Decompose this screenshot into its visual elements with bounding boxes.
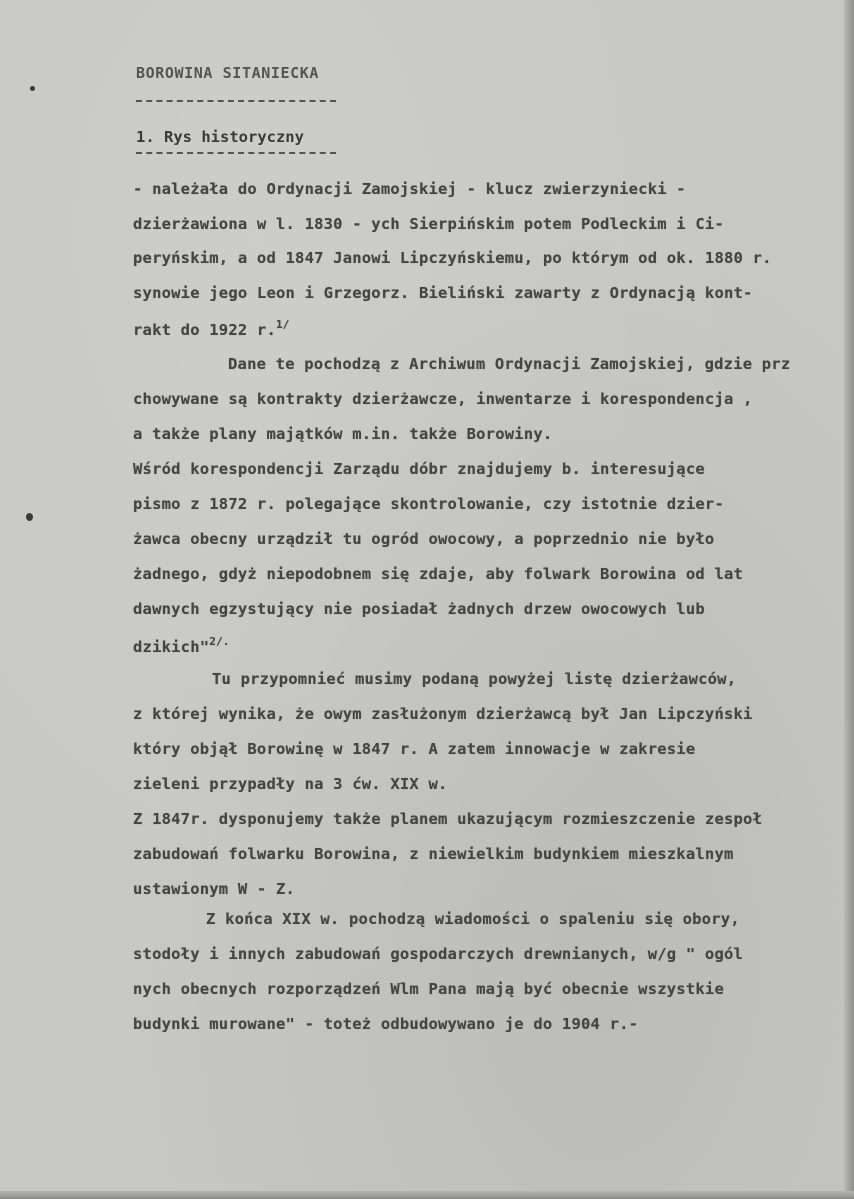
body-text: dzikich" — [133, 638, 210, 656]
body-line: pismo z 1872 r. polegające skontrolowanie, czy istotnie dzier- — [133, 495, 724, 513]
body-line: Tu przypomnieć musimy podaną powyżej listę dzierżawców, — [212, 670, 737, 688]
body-line: Z końca XIX w. pochodzą wiadomości o spaleniu się obory, — [206, 910, 740, 928]
footnote-marker: 2/. — [209, 635, 230, 648]
body-line: zabudowań folwarku Borowina, z niewielkim budynkiem mieszkalnym — [133, 845, 734, 863]
page-edge-right — [844, 0, 854, 1199]
page-edge-bottom — [0, 1191, 854, 1199]
body-line: z której wynika, że owym zasłużonym dzierżawcą był Jan Lipczyński — [133, 705, 753, 723]
body-line: stodoły i innych zabudowań gospodarczych drewnianych, w/g " ogól — [133, 945, 744, 963]
body-line: peryńskim, a od 1847 Janowi Lipczyńskiemu, po którym od ok. 1880 r. — [133, 249, 772, 267]
body-line: nych obecnych rozporządzeń Wlm Pana mają być obecnie wszystkie — [133, 980, 724, 998]
body-line: a także plany majątków m.in. także Borowiny. — [133, 425, 553, 443]
body-line: Dane te pochodzą z Archiwum Ordynacji Zamojskiej, gdzie prz — [228, 355, 791, 373]
body-line: zieleni przypadły na 3 ćw. XIX w. — [133, 775, 448, 793]
body-line: który objął Borowinę w 1847 r. A zatem innowacje w zakresie — [133, 740, 696, 758]
body-text: rakt do 1922 r. — [133, 321, 276, 339]
body-line-with-footnote — [133, 318, 290, 339]
heading-underline — [136, 152, 336, 154]
title-underline — [136, 100, 336, 102]
document-title: BOROWINA SITANIECKA — [136, 64, 319, 82]
body-line: budynki murowane" - toteż odbudowywano je do 1904 r.- — [133, 1015, 639, 1033]
punch-mark — [30, 86, 35, 91]
body-line-with-footnote — [133, 635, 230, 656]
body-line: żawca obecny urządził tu ogród owocowy, a poprzednio nie było — [133, 530, 715, 548]
footnote-marker: 1/ — [275, 318, 290, 331]
body-line: synowie jego Leon i Grzegorz. Bieliński zawarty z Ordynacją kont- — [133, 284, 753, 302]
body-line: dzierżawiona w l. 1830 - ych Sierpińskim potem Podleckim i Ci- — [133, 215, 724, 233]
body-line: - należała do Ordynacji Zamojskiej - klucz zwierzyniecki - — [133, 180, 686, 198]
body-line: żadnego, gdyż niepodobnem się zdaje, aby folwark Borowina od lat — [133, 565, 744, 583]
punch-mark — [26, 513, 33, 521]
body-line: Z 1847r. dysponujemy także planem ukazującym rozmieszczenie zespoł — [133, 810, 763, 828]
body-line: Wśród korespondencji Zarządu dóbr znajdujemy b. interesujące — [133, 460, 705, 478]
body-line: ustawionym W - Z. — [133, 880, 296, 898]
body-line: chowywane są kontrakty dzierżawcze, inwentarze i korespondencja , — [133, 390, 753, 408]
body-line: dawnych egzystujący nie posiadał żadnych drzew owocowych lub — [133, 600, 705, 618]
section-heading: 1. Rys historyczny — [136, 128, 304, 146]
